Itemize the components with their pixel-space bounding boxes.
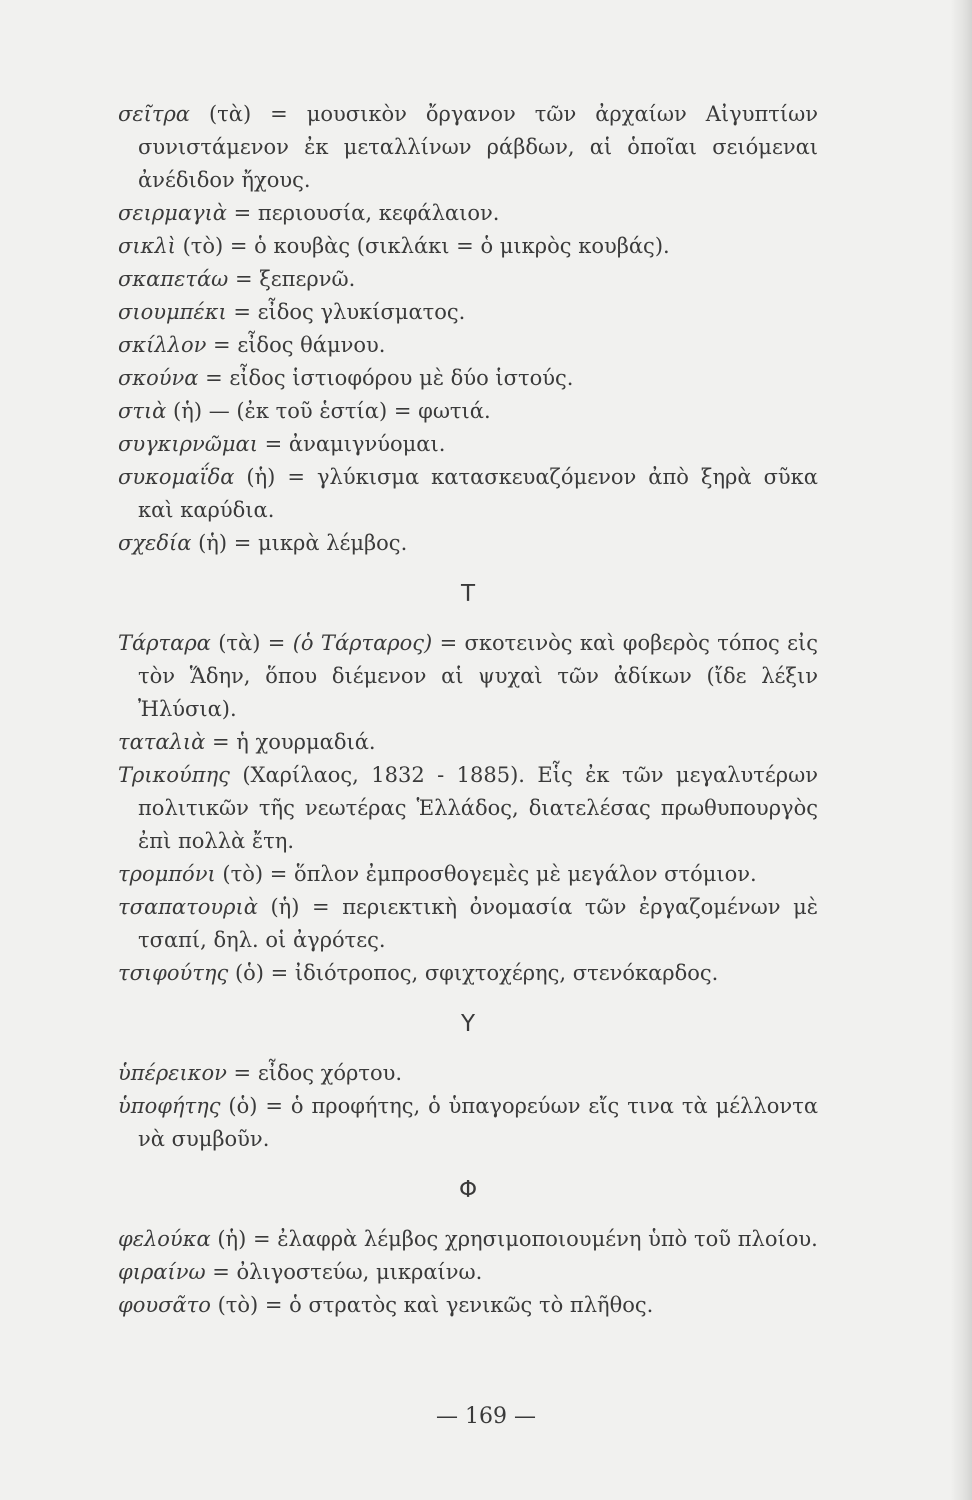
glossary-entry bbox=[118, 858, 818, 891]
glossary-entry bbox=[118, 395, 818, 428]
entry-term: σκούνα bbox=[118, 366, 199, 390]
glossary-entry bbox=[118, 1289, 818, 1322]
entry-term: φιραίνω bbox=[118, 1260, 206, 1284]
entry-term: φελούκα bbox=[118, 1227, 211, 1251]
glossary-entry bbox=[118, 362, 818, 395]
entry-term: ταταλιὰ bbox=[118, 730, 206, 754]
glossary-entry bbox=[118, 726, 818, 759]
glossary-entry bbox=[118, 1223, 818, 1256]
entry-definition: (ἡ) = περιεκτικὴ ὀνομασία τῶν ἐργαζομένων μὲ τσαπί, δηλ. οἱ ἀγρότες. bbox=[138, 895, 818, 952]
entry-definition: = σκοτεινὸς καὶ φοβερὸς τόπος εἰς τὸν Ἅδην, ὅπου διέμενον αἱ ψυχαὶ τῶν ἀδίκων (ἴδε λέξιν Ἠλύσια). bbox=[138, 631, 818, 721]
glossary-entry bbox=[118, 527, 818, 560]
entry-term-variant: (ὁ Τάρταρος) bbox=[292, 631, 433, 655]
glossary-entry bbox=[118, 197, 818, 230]
entry-term: σεῖτρα bbox=[118, 102, 190, 126]
glossary-entry bbox=[118, 98, 818, 197]
glossary-entry bbox=[118, 627, 818, 726]
entry-definition: (τὸ) = ὁ στρατὸς καὶ γενικῶς τὸ πλῆθος. bbox=[210, 1293, 654, 1317]
entry-definition: = εἶδος θάμνου. bbox=[206, 333, 386, 357]
entry-definition: = ὀλιγοστεύω, μικραίνω. bbox=[205, 1260, 483, 1284]
glossary-content bbox=[118, 98, 818, 1322]
glossary-entry bbox=[118, 230, 818, 263]
entry-definition: (τὰ) = μουσικὸν ὄργανον τῶν ἀρχαίων Αἰγυπτίων συνιστάμενον ἐκ μεταλλίνων ράβδων, αἱ ὁποῖαι σειόμεναι ἀνέδιδον ἤχους. bbox=[138, 102, 818, 192]
entry-term: ὑπέρεικον bbox=[118, 1061, 227, 1085]
entry-definition: (ἡ) = μικρὰ λέμβος. bbox=[191, 531, 408, 555]
entry-term: τσιφούτης bbox=[118, 961, 229, 985]
entry-term: φουσᾶτο bbox=[118, 1293, 211, 1317]
entry-definition: = εἶδος χόρτου. bbox=[226, 1061, 403, 1085]
entry-definition: (τὸ) = ὅπλον ἐμπροσθογεμὲς μὲ μεγάλον στόμιον. bbox=[215, 862, 757, 886]
entry-term: Τάρταρα bbox=[118, 631, 211, 655]
glossary-entry bbox=[118, 759, 818, 858]
entry-term: τσαπατουριὰ bbox=[118, 895, 258, 919]
entry-definition: (ὁ) = ὁ προφήτης, ὁ ὑπαγορεύων εἴς τινα τὰ μέλλοντα νὰ συμβοῦν. bbox=[138, 1094, 818, 1151]
entry-definition: (Χαρίλαος, 1832 - 1885). Εἷς ἐκ τῶν μεγαλυτέρων πολιτικῶν τῆς νεωτέρας Ἑλλάδος, διατελέσας πρωθυπουργὸς ἐπὶ πολλὰ ἔτη. bbox=[138, 763, 818, 853]
glossary-entry bbox=[118, 891, 818, 957]
entry-definition: = περιουσία, κεφάλαιον. bbox=[226, 201, 500, 225]
entry-definition: = εἶδος ἱστιοφόρου μὲ δύο ἱστούς. bbox=[198, 366, 574, 390]
entry-definition: = ἀναμιγνύομαι. bbox=[257, 432, 446, 456]
glossary-entry bbox=[118, 329, 818, 362]
entry-term: τρομπόνι bbox=[118, 862, 216, 886]
glossary-entry bbox=[118, 1057, 818, 1090]
entry-term: συγκιρνῶμαι bbox=[118, 432, 258, 456]
entry-definition: (ἡ) = γλύκισμα κατασκευαζόμενον ἀπὸ ξηρὰ σῦκα καὶ καρύδια. bbox=[138, 465, 818, 522]
entry-definition: (τὸ) = ὁ κουβὰς (σικλάκι = ὁ μικρὸς κουβάς). bbox=[175, 234, 670, 258]
entry-term: σιουμπέκι bbox=[118, 300, 227, 324]
glossary-entry bbox=[118, 461, 818, 527]
entry-term: ὑποφήτης bbox=[118, 1094, 221, 1118]
entry-term: σχεδία bbox=[118, 531, 192, 555]
entry-term: σειρμαγιὰ bbox=[118, 201, 227, 225]
entry-definition: = ἡ χουρμαδιά. bbox=[205, 730, 376, 754]
entry-term: στιὰ bbox=[118, 399, 167, 423]
glossary-entry bbox=[118, 296, 818, 329]
entry-definition: (ὁ) = ἰδιότροπος, σφιχτοχέρης, στενόκαρδος. bbox=[228, 961, 719, 985]
glossary-entry bbox=[118, 957, 818, 990]
entry-term: Τρικούπης bbox=[118, 763, 230, 787]
glossary-entry bbox=[118, 428, 818, 461]
entry-definition: (ἡ) = ἐλαφρὰ λέμβος χρησιμοποιουμένη ὑπὸ τοῦ πλοίου. bbox=[210, 1227, 818, 1251]
entry-term: συκομαΐδα bbox=[118, 465, 235, 489]
entry-term: σκίλλον bbox=[118, 333, 207, 357]
glossary-entry bbox=[118, 1090, 818, 1156]
entry-term: σκαπετάω bbox=[118, 267, 229, 291]
glossary-entry bbox=[118, 1256, 818, 1289]
section-letter-f: Φ bbox=[458, 1177, 478, 1203]
section-letter-t: Τ bbox=[460, 581, 476, 607]
entry-definition: = ξεπερνῶ. bbox=[228, 267, 356, 291]
entry-definition: (ἡ) — (ἐκ τοῦ ἑστία) = φωτιά. bbox=[166, 399, 491, 423]
entry-definition: (τὰ) = bbox=[210, 631, 293, 655]
entry-term: σικλὶ bbox=[118, 234, 176, 258]
page-number: — 169 — bbox=[436, 1404, 536, 1429]
glossary-entry bbox=[118, 263, 818, 296]
section-letter-y: Υ bbox=[460, 1011, 476, 1037]
entry-definition: = εἶδος γλυκίσματος. bbox=[226, 300, 466, 324]
page-edge-shadow bbox=[950, 0, 972, 1500]
